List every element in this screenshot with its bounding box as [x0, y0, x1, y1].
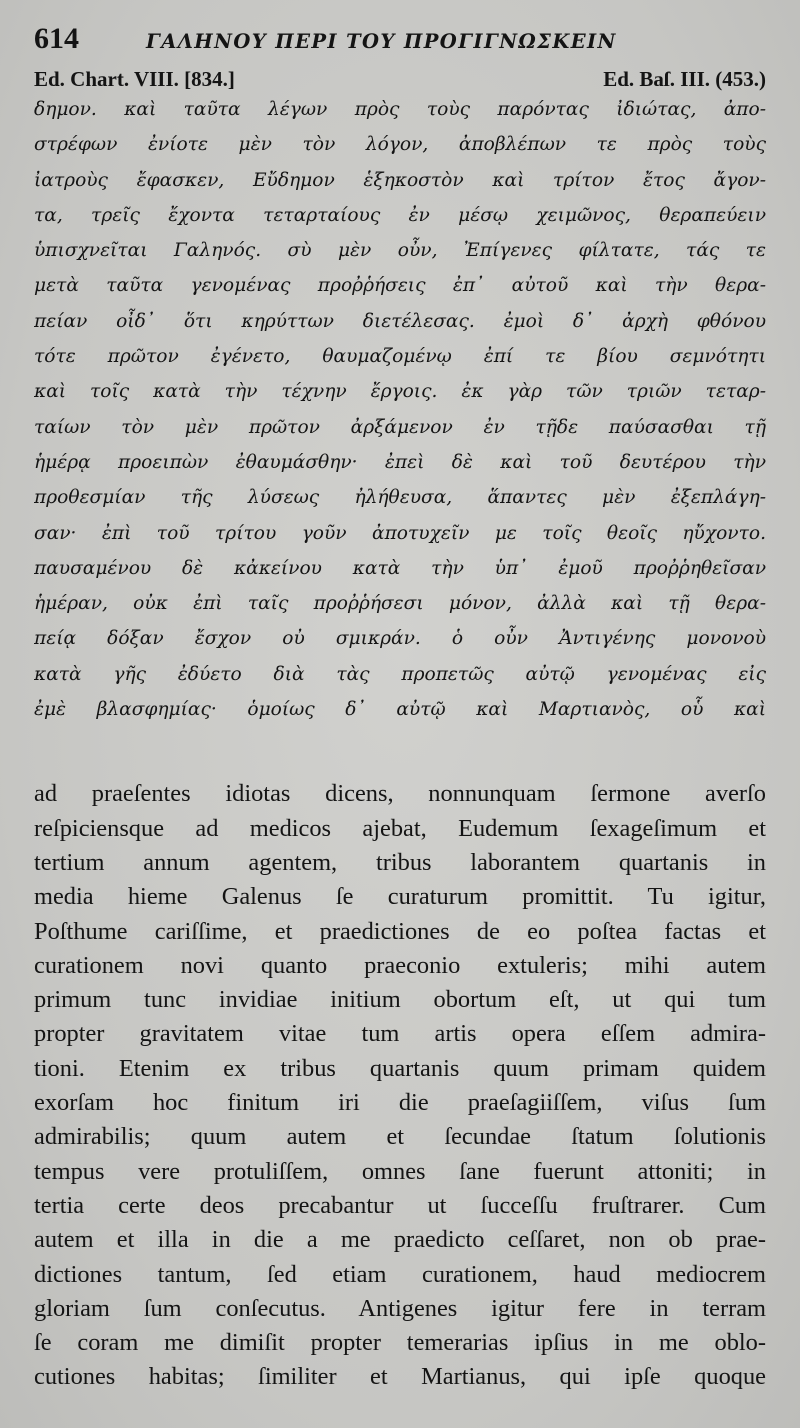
greek-line: δημον. καὶ ταῦτα λέγων πρὸς τοὺς παρόντας ἰδιώτας, ἀπο-: [34, 99, 766, 120]
latin-line: autem et illa in die a me praedicto ceſſaret, non ob prae-: [34, 1226, 766, 1254]
latin-line: cutiones habitas; ſimiliter et Martianus, qui ipſe quoque: [34, 1363, 766, 1391]
latin-line: media hieme Galenus ſe curaturum promittit. Tu igitur,: [34, 883, 766, 911]
greek-line: μετὰ ταῦτα γενομένας προῤῥήσεις ἐπ᾽ αὐτοῦ καὶ τὴν θερα-: [34, 275, 766, 297]
greek-line: παυσαμένου δὲ κἀκείνου κατὰ τὴν ὑπ᾽ ἐμοῦ προῤῥηθεῖσαν: [34, 557, 766, 579]
greek-line: ἡμέραν, οὐκ ἐπὶ ταῖς προῤῥήσεσι μόνον, ἀλλὰ καὶ τῇ θερα-: [34, 593, 766, 615]
greek-line: προθεσμίαν τῆς λύσεως ἠλήθευσα, ἅπαντες μὲν ἐξεπλάγη-: [34, 487, 766, 509]
latin-line: ad praeſentes idiotas dicens, nonnunquam ſermone averſo: [34, 780, 766, 808]
latin-line: Poſthume cariſſime, et praedictiones de eo poſtea factas et: [34, 917, 766, 945]
greek-line: στρέφων ἐνίοτε μὲν τὸν λόγον, ἀποβλέπων τε πρὸς τοὺς: [34, 134, 766, 156]
edition-right: Ed. Baſ. III. (453.): [603, 67, 766, 91]
latin-line: exorſam hoc finitum iri die praeſagiiſſem, viſus ſum: [34, 1089, 766, 1117]
latin-line: propter gravitatem vitae tum artis opera eſſem admira-: [34, 1020, 766, 1048]
latin-line: dictiones tantum, ſed etiam curationem, haud mediocrem: [34, 1260, 766, 1288]
greek-line: ἐμὲ βλασφημίας· ὁμοίως δ᾽ αὐτῷ καὶ Μαρτιανὸς, οὗ καὶ: [34, 699, 766, 721]
edition-references: [34, 66, 766, 92]
latin-line: tertia certe deos precabantur ut ſucceſſu fruſtrarer. Cum: [34, 1191, 766, 1219]
greek-text: [34, 92, 766, 727]
greek-line: πείαν οἶδ᾽ ὅτι κηρύττων διετέλεσας. ἐμοὶ δ᾽ ἀρχὴ φθόνου: [34, 310, 766, 332]
greek-line: καὶ τοῖς κατὰ τὴν τέχνην ἔργοις. ἐκ γὰρ τῶν τριῶν τεταρ-: [34, 381, 766, 403]
greek-line: κατὰ γῆς ἐδύετο διὰ τὰς προπετῶς αὐτῷ γενομένας εἰς: [34, 663, 766, 685]
edition-left: Ed. Chart. VIII. [834.]: [34, 67, 235, 91]
greek-line: ἰατροὺς ἔφασκεν, Εὔδημον ἑξηκοστὸν καὶ τρίτον ἔτος ἄγον-: [34, 169, 766, 191]
latin-line: curationem novi quanto praeconio extuleris; mihi autem: [34, 951, 766, 979]
greek-line: τότε πρῶτον ἐγένετο, θαυμαζομένῳ ἐπί τε βίου σεμνότητι: [34, 346, 766, 368]
greek-line: σαν· ἐπὶ τοῦ τρίτου γοῦν ἀποτυχεῖν με τοῖς θεοῖς ηὔχοντο.: [34, 522, 766, 544]
page-header: [34, 22, 766, 64]
greek-line: τα, τρεῖς ἔχοντα τεταρταίους ἐν μέσῳ χειμῶνος, θεραπεύειν: [34, 204, 766, 226]
greek-line: πείᾳ δόξαν ἔσχον οὐ σμικράν. ὁ οὖν Ἀντιγένης μονονοὺ: [34, 628, 766, 650]
latin-line: tioni. Etenim ex tribus quartanis quum primam quidem: [34, 1054, 766, 1082]
greek-line: ἡμέρᾳ προειπὼν ἐθαυμάσθην· ἐπεὶ δὲ καὶ τοῦ δευτέρου τὴν: [34, 451, 766, 473]
latin-line: admirabilis; quum autem et ſecundae ſtatum ſolutionis: [34, 1123, 766, 1151]
latin-text: [34, 777, 766, 1394]
greek-line: ταίων τὸν μὲν πρῶτον ἀρξάμενον ἐν τῇδε παύσασθαι τῇ: [34, 416, 766, 438]
latin-line: gloriam ſum conſecutus. Antigenes igitur fere in terram: [34, 1294, 766, 1322]
running-title: ΓΑΛΗΝΟΥ ΠΕΡΙ ΤΟΥ ΠΡΟΓΙΓΝΩΣΚΕΙΝ: [146, 30, 617, 53]
latin-line: primum tunc invidiae initium obortum eſt, ut qui tum: [34, 986, 766, 1014]
latin-line: reſpiciensque ad medicos ajebat, Eudemum ſexageſimum et: [34, 814, 766, 842]
latin-line: ſe coram me dimiſit propter temerarias ipſius in me oblo-: [34, 1329, 766, 1357]
page-number: 614: [34, 22, 79, 55]
latin-line: tempus vere protuliſſem, omnes ſane fuerunt attoniti; in: [34, 1157, 766, 1185]
greek-line: ὑπισχνεῖται Γαληνός. σὺ μὲν οὖν, Ἐπίγενες φίλτατε, τάς τε: [34, 240, 766, 262]
latin-line: tertium annum agentem, tribus laborantem quartanis in: [34, 848, 766, 876]
